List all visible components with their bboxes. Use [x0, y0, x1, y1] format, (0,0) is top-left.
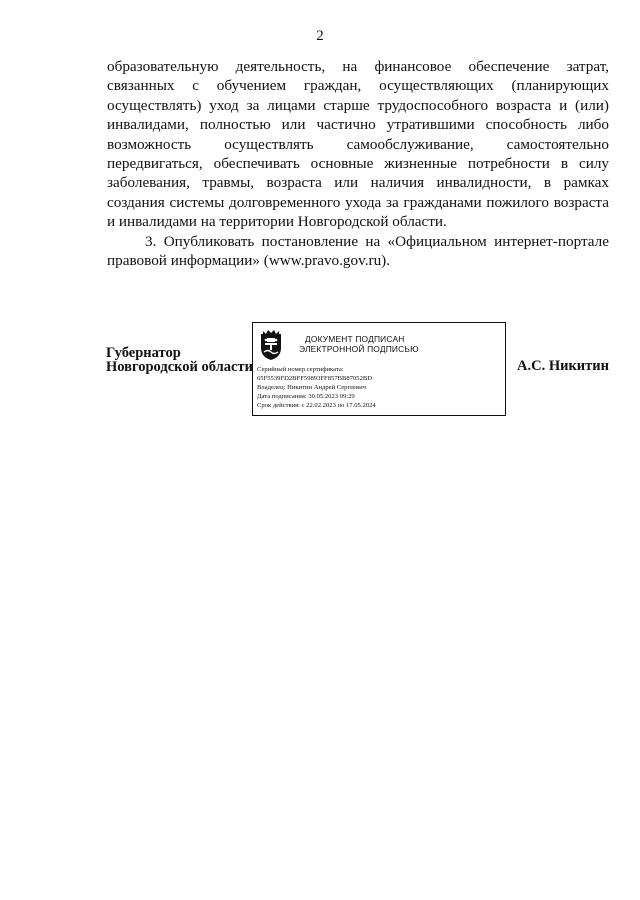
signing-date: Дата подписания: 30.05.2023 09:29: [257, 393, 355, 400]
paragraph-publication: 3. Опубликовать постановление на «Официальном интернет-портале правовой информации» (www.pravo.gov.ru).: [107, 232, 609, 270]
signer-name: А.С. Никитин: [517, 358, 609, 374]
stamp-heading-line2: ЭЛЕКТРОННОЙ ПОДПИСЬЮ: [299, 344, 419, 354]
page-number: 2: [316, 28, 324, 44]
certificate-owner: Владелец: Никитин Андрей Сергеевич: [257, 384, 366, 391]
electronic-signature-stamp: [252, 322, 506, 416]
stamp-details: [257, 365, 376, 410]
certificate-serial-label: Серийный номер сертификата:: [257, 366, 344, 373]
signer-position-line1: Губернатор: [106, 345, 181, 361]
signer-position: [106, 346, 253, 374]
document-body: [107, 57, 609, 270]
certificate-serial-value: 65F5539FD2BFF59893FF857BB87052BD: [257, 375, 373, 382]
novgorod-coat-of-arms-icon: [258, 329, 284, 361]
stamp-heading: [299, 334, 419, 354]
stamp-heading-line1: ДОКУМЕНТ ПОДПИСАН: [305, 334, 405, 344]
paragraph-continuation: образовательную деятельность, на финансовое обеспечение затрат, связанных с обучением граждан, осуществляющих (планирующих осуществлять) уход за лицами старше трудоспособного возраста и (или) инвалидами, полностью или частично утратившими способность либо возможность осуществлять самообслуживание, самостоятельно передвигаться, обеспечивать основные жизненные потребности в силу заболевания, травмы, возраста или наличия инвалидности, в рамках создания системы долговременного ухода за гражданами пожилого возраста и инвалидами на территории Новгородской области.: [107, 58, 609, 231]
signer-position-line2: Новгородской области: [106, 359, 253, 375]
certificate-validity: Срок действия: с 22.02.2023 по 17.05.2024: [257, 402, 376, 409]
